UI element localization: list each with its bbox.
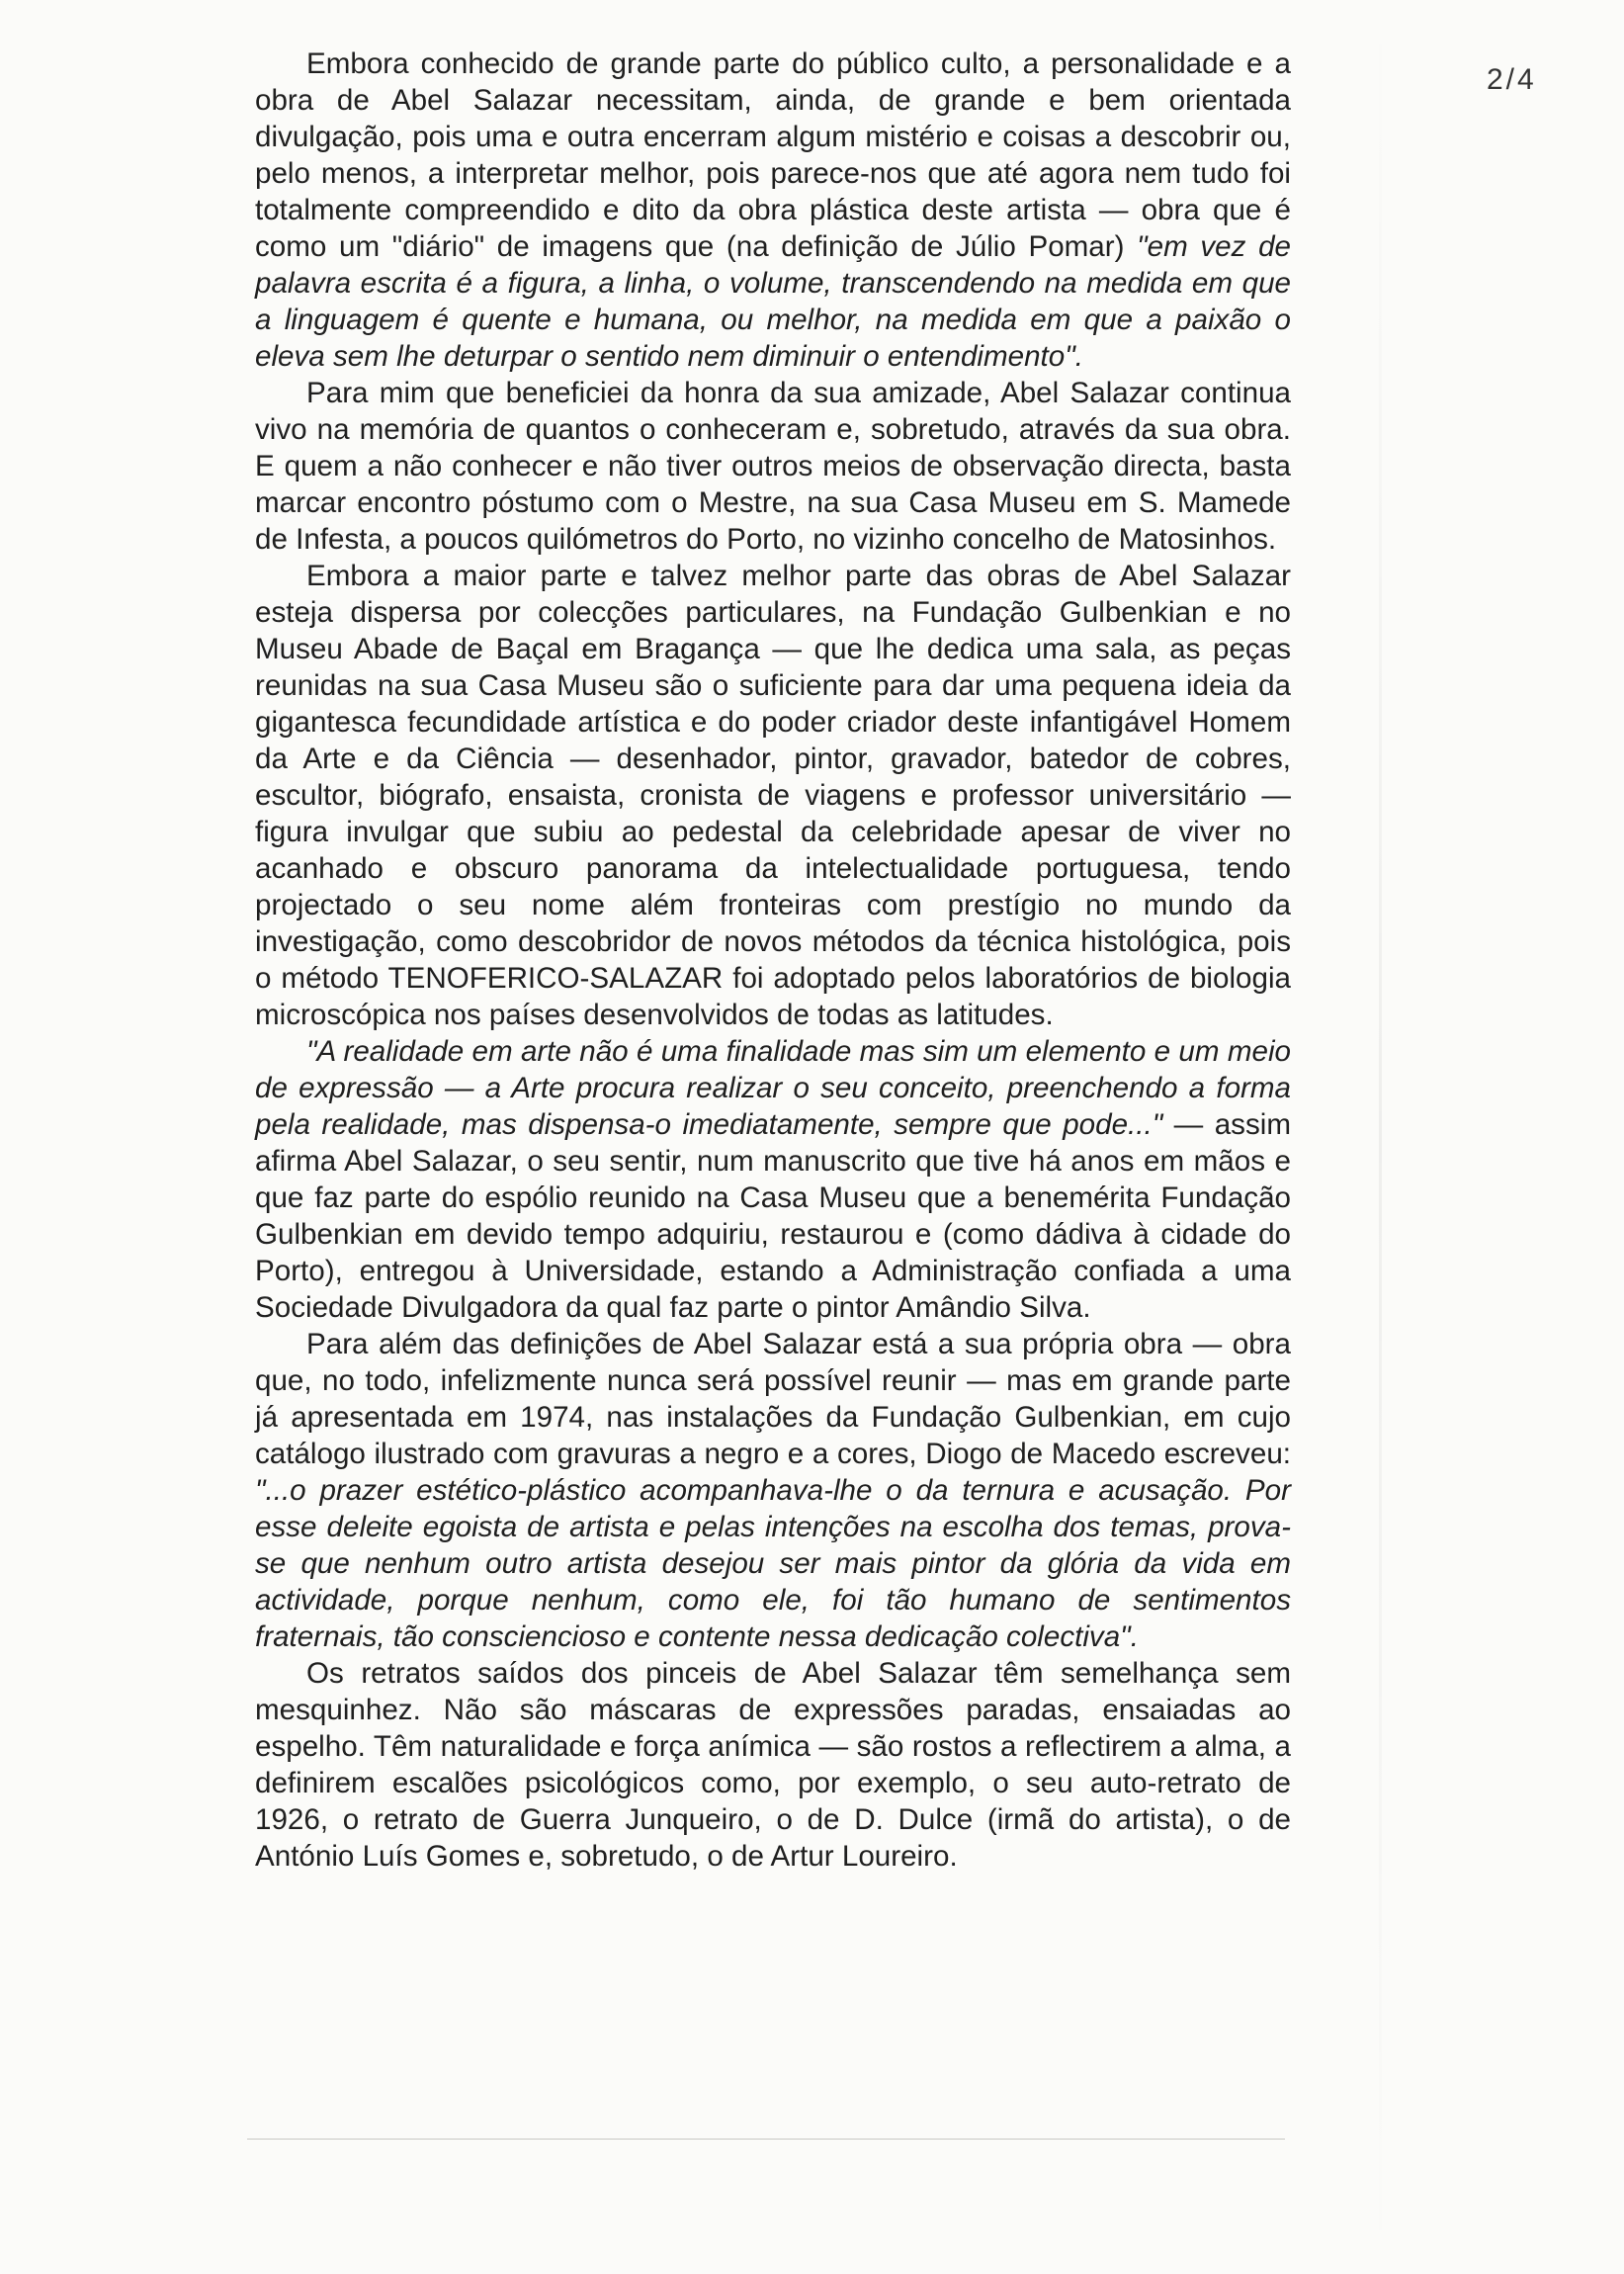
- paragraph-6: [255, 1655, 1291, 1875]
- paragraph-3-text: Embora a maior parte e talvez melhor parte das obras de Abel Salazar esteja dispersa por colecções particulares, na Fundação Gulbenkian e no Museu Abade de Baçal em Bragança — que lhe dedica uma sala, as peças reunidas na sua Casa Museu são o suficiente para dar uma pequena ideia da gigantesca fecundidade artística e do poder criador deste infantigável Homem da Arte e da Ciência — desenhador, pintor, gravador, batedor de cobres, escultor, biógrafo, ensaista, cronista de viagens e professor universitário — figura invulgar que subiu ao pedestal da celebridade apesar de viver no acanhado e obscuro panorama da intelectualidade portuguesa, tendo projectado o seu nome além fronteiras com prestígio no mundo da investigação, como descobridor de novos métodos da técnica histológica, pois o método TENOFERICO-SALAZAR foi adoptado pelos laboratórios de biologia microscópica nos países desenvolvidos de todas as latitudes.: [255, 560, 1291, 1031]
- paragraph-5-text: Para além das definições de Abel Salazar está a sua própria obra — obra que, no todo, infelizmente nunca será possível reunir — mas em grande parte já apresentada em 1974, nas instalações da Fundação Gulbenkian, em cujo catálogo ilustrado com gravuras a negro e a cores, Diogo de Macedo escreveu:: [255, 1328, 1291, 1470]
- newspaper-clipping: [255, 45, 1291, 2183]
- page-number-marker: 2/4: [1487, 63, 1537, 96]
- paragraph-2: [255, 375, 1291, 558]
- page-edge-shadow: [1379, 0, 1382, 2274]
- paragraph-5: [255, 1326, 1291, 1655]
- paragraph-5-quote: "...o prazer estético-plástico acompanhava-lhe o da ternura e acusação. Por esse deleite egoista de artista e pelas intenções na escolha dos temas, prova-se que nenhum outro artista desejou ser mais pintor da glória da vida em actividade, porque nenhum, como ele, foi tão humano de sentimentos fraternais, tão consciencioso e contente nessa dedicação colectiva".: [255, 1474, 1291, 1653]
- paragraph-6-text: Os retratos saídos dos pinceis de Abel Salazar têm semelhança sem mesquinhez. Não são máscaras de expressões paradas, ensaiadas ao espelho. Têm naturalidade e força anímica — são rostos a reflectirem a alma, a definirem escalões psicológicos como, por exemplo, o seu auto-retrato de 1926, o retrato de Guerra Junqueiro, o de D. Dulce (irmã do artista), o de António Luís Gomes e, sobretudo, o de Artur Loureiro.: [255, 1657, 1291, 1873]
- paragraph-1: [255, 45, 1291, 375]
- paragraph-1-text: Embora conhecido de grande parte do público culto, a personalidade e a obra de Abel Salazar necessitam, ainda, de grande e bem orientada divulgação, pois uma e outra encerram algum mistério e coisas a descobrir ou, pelo menos, a interpretar melhor, pois parece-nos que até agora nem tudo foi totalmente compreendido e dito da obra plástica deste artista — obra que é como um "diário" de imagens que (na definição de Júlio Pomar): [255, 47, 1291, 263]
- paragraph-1-quote: "em vez de palavra escrita é a figura, a linha, o volume, transcendendo na medida em que a linguagem é quente e humana, ou melhor, na medida em que a paixão o eleva sem lhe deturpar o sentido nem diminuir o entendimento".: [255, 230, 1291, 373]
- paragraph-4-quote: "A realidade em arte não é uma finalidade mas sim um elemento e um meio de expressão — a Arte procura realizar o seu conceito, preenchendo a forma pela realidade, mas dispensa-o imediatamente, sempre que pode...": [255, 1035, 1291, 1141]
- paragraph-4: [255, 1033, 1291, 1326]
- clipping-bottom-edge: [247, 2139, 1285, 2140]
- paragraph-2-text: Para mim que beneficiei da honra da sua amizade, Abel Salazar continua vivo na memória de quantos o conheceram e, sobretudo, através da sua obra. E quem a não conhecer e não tiver outros meios de observação directa, basta marcar encontro póstumo com o Mestre, na sua Casa Museu em S. Mamede de Infesta, a poucos quilómetros do Porto, no vizinho concelho de Matosinhos.: [255, 377, 1291, 556]
- paragraph-3: [255, 558, 1291, 1033]
- paragraph-4-text: — assim afirma Abel Salazar, o seu sentir, num manuscrito que tive há anos em mãos e que faz parte do espólio reunido na Casa Museu que a benemérita Fundação Gulbenkian em devido tempo adquiriu, restaurou e (como dádiva à cidade do Porto), entregou à Universidade, estando a Administração confiada a uma Sociedade Divulgadora da qual faz parte o pintor Amândio Silva.: [255, 1108, 1291, 1324]
